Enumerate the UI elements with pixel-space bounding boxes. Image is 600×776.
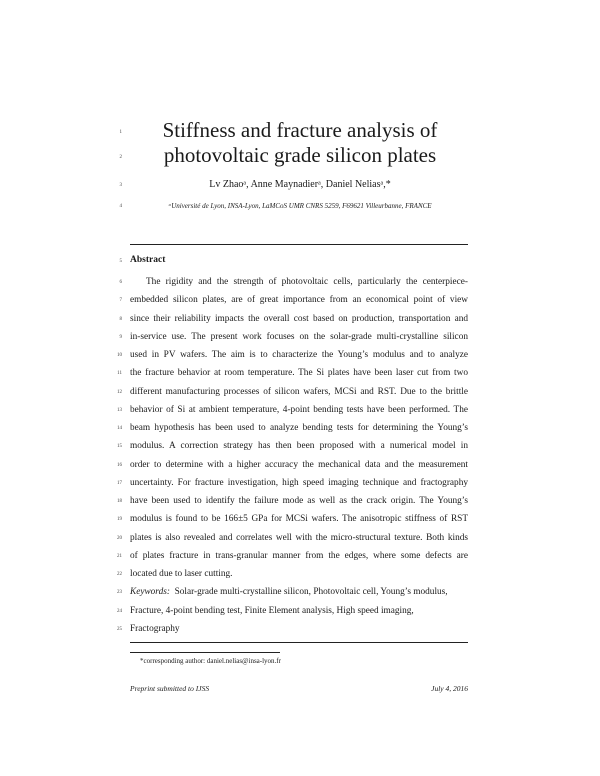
abstract-line: plates is also revealed and correlates well with the micro-structural texture. Both kinds: [130, 533, 468, 543]
top-rule: [130, 244, 468, 245]
line-number: 17: [117, 481, 122, 486]
line-number: 3: [119, 183, 122, 188]
line-number: 6: [119, 280, 122, 285]
line-number: 13: [117, 408, 122, 413]
line-number: 22: [117, 572, 122, 577]
keywords-line: [130, 587, 468, 597]
line-number: 5: [119, 259, 122, 264]
abstract-line: have been used to identify the failure mode as well as the crack origin. The Young’s: [130, 496, 468, 506]
abstract-line: beam hypothesis has been used to analyze bending tests for determining the Young’s: [130, 423, 468, 433]
line-number: 11: [117, 371, 122, 376]
abstract-line: located due to laser cutting.: [130, 569, 233, 579]
abstract-line: embedded silicon plates, are of great importance from an economical point of view: [130, 295, 468, 305]
line-number: 20: [117, 536, 122, 541]
abstract-heading: Abstract: [130, 255, 166, 265]
keywords-text: Solar-grade multi-crystalline silicon, Photovoltaic cell, Young’s modulus,: [174, 587, 448, 597]
abstract-line: the fracture behavior at room temperature. The Si plates have been laser cut from two: [130, 368, 468, 378]
line-number: 24: [117, 609, 122, 614]
abstract-line: different manufacturing processes of silicon wafers, MCSi and RST. Due to the brittle: [130, 387, 468, 397]
abstract-line: of plates fracture in trans-granular manner from the edges, where some defects are: [130, 551, 468, 561]
abstract-line: uncertainty. For fracture investigation, high speed imaging technique and fractography: [130, 478, 468, 488]
line-number: 16: [117, 463, 122, 468]
submission-date: July 4, 2016: [431, 684, 468, 693]
abstract-line: in-service use. The present work focuses on the solar-grade multi-crystalline silicon: [130, 332, 468, 342]
corresponding-author-footnote: *corresponding author: daniel.nelias@insa-lyon.fr: [140, 657, 281, 665]
line-number: 1: [119, 130, 122, 135]
line-number: 8: [119, 317, 122, 322]
author-list: Lv Zhaoᵃ, Anne Maynadierᵃ, Daniel Neliasᵃ,*: [209, 179, 391, 190]
preprint-note: Preprint submitted to IJSS: [130, 684, 210, 693]
footnote-rule: [130, 652, 280, 653]
line-number: 9: [119, 335, 122, 340]
line-number: 14: [117, 426, 122, 431]
line-number: 15: [117, 444, 122, 449]
abstract-line: used in PV wafers. The aim is to characterize the Young’s modulus and to analyze: [130, 350, 468, 360]
line-number: 23: [117, 590, 122, 595]
line-number: 25: [117, 627, 122, 632]
keywords-line: Fracture, 4-point bending test, Finite Element analysis, High speed imaging,: [130, 606, 414, 616]
keywords-line: Fractography: [130, 624, 180, 634]
affiliation: ᵃUniversité de Lyon, INSA-Lyon, LaMCoS UMR CNRS 5259, F69621 Villeurbanne, FRANCE: [168, 202, 432, 210]
line-number: 7: [119, 298, 122, 303]
line-number: 2: [119, 155, 122, 160]
abstract-line: since their reliability impacts the overall cost based on production, transportation and: [130, 314, 468, 324]
line-number: 12: [117, 390, 122, 395]
line-number: 21: [117, 554, 122, 559]
abstract-line: behavior of Si at ambient temperature, 4-point bending tests have been performed. The: [130, 405, 468, 415]
bottom-rule: [130, 642, 468, 643]
keywords-label: Keywords:: [130, 587, 170, 597]
line-number: 10: [117, 353, 122, 358]
abstract-line: order to determine with a higher accuracy the mechanical data and the measurement: [130, 460, 468, 470]
paper-title-line-2: photovoltaic grade silicon plates: [163, 143, 437, 167]
line-number: 4: [119, 204, 122, 209]
abstract-line: modulus. A correction strategy has then been proposed with a numerical model in: [130, 441, 468, 451]
paper-title-line-1: Stiffness and fracture analysis of: [162, 118, 438, 142]
abstract-line: modulus is found to be 166±5 GPa for MCSi wafers. The anisotropic stiffness of RST: [130, 514, 468, 524]
line-number: 18: [117, 499, 122, 504]
abstract-line: The rigidity and the strength of photovoltaic cells, particularly the centerpiece-: [146, 277, 468, 287]
line-number: 19: [117, 517, 122, 522]
